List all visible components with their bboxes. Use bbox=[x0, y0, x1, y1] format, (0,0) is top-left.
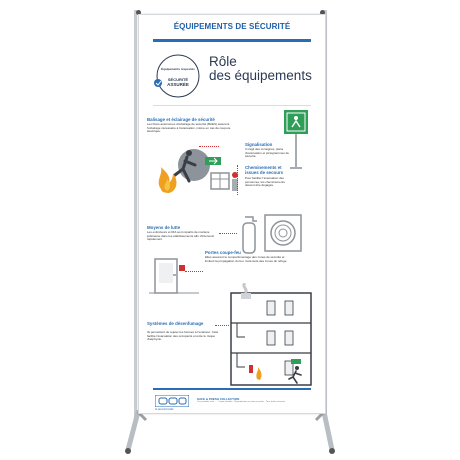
extinguisher-icon bbox=[239, 215, 259, 255]
cheminements-body: Pour faciliter l'évacuation des personnes, les cheminements doivent être dégagés. bbox=[245, 176, 285, 188]
portes-pointer bbox=[185, 271, 203, 272]
banner bbox=[138, 14, 326, 414]
signalisation-heading: Signalisation bbox=[245, 142, 273, 147]
title-divider bbox=[153, 105, 311, 106]
footer-collection: SAFE & FRESH COLLECTION bbox=[197, 397, 240, 401]
main-title-line1: Rôle bbox=[209, 54, 237, 69]
footer bbox=[139, 389, 325, 413]
desenfumage-body: Ils permettent de rejeter les fumées à l'extérieur. Cela facilite l'évacuation des occupants et évite le risque d'asphyxie. bbox=[147, 330, 218, 342]
balisage-heading: Balisage et éclairage de sécurité bbox=[147, 117, 215, 122]
fire-door-icon bbox=[149, 255, 199, 295]
badge-line1: Équipements respectés bbox=[161, 67, 195, 71]
portes-heading: Portes coupe-feu bbox=[205, 250, 241, 255]
brand-logo-text: la sécurité facile bbox=[155, 408, 174, 411]
desenfumage-pointer bbox=[215, 325, 229, 326]
footer-fineprint: Ces produits sont ... · Copie interdite · Reproduction en tout ou partie · Tous droits réservés bbox=[197, 401, 286, 403]
evacuation-illustration bbox=[149, 137, 245, 199]
balisage-body: Les blocs autonomes d'éclairage de sécurité (BAES) assurent l'éclairage nécessaire à l'évacuation, même en cas de coupure électrique. bbox=[147, 122, 231, 134]
building-icon bbox=[227, 283, 317, 387]
exit-sign-icon bbox=[282, 110, 312, 172]
stand-left-pole bbox=[134, 10, 137, 422]
desenfumage-heading: Systèmes de désenfumage bbox=[147, 321, 204, 326]
main-title bbox=[209, 55, 319, 83]
banner-header bbox=[139, 15, 325, 41]
moyens-heading: Moyens de lutte bbox=[147, 225, 181, 230]
cheminements-heading: Cheminements et issues de secours bbox=[245, 165, 284, 175]
moyens-body: Les extincteurs et RIA sont répartis de manière judicieuse dans les établissements afin d'intervenir rapidement. bbox=[147, 230, 215, 242]
cheminements-pointer bbox=[237, 165, 238, 195]
main-title-line2: des équipements bbox=[209, 68, 312, 83]
badge-line3: ASSURÉE bbox=[167, 82, 189, 87]
header-divider bbox=[153, 39, 311, 42]
badge-ring-icon bbox=[153, 51, 203, 101]
banner-title: ÉQUIPEMENTS DE SÉCURITÉ bbox=[173, 22, 291, 31]
badge-line2: SÉCURITÉ bbox=[167, 77, 189, 82]
portes-body: Elles assurent le compartimentage des zones de sécurité et limitent la propagation du feu. Cela isole des zones du refuge. bbox=[205, 255, 288, 263]
stand-base bbox=[100, 410, 360, 455]
brand-logo-icon bbox=[155, 395, 189, 407]
hose-reel-icon bbox=[263, 213, 303, 253]
moyens-pointer bbox=[219, 233, 237, 234]
security-badge bbox=[153, 51, 203, 101]
signalisation-body: Il s'agit des consignes, plans d'évacuation et pictogrammes de sécurité. bbox=[245, 147, 289, 159]
